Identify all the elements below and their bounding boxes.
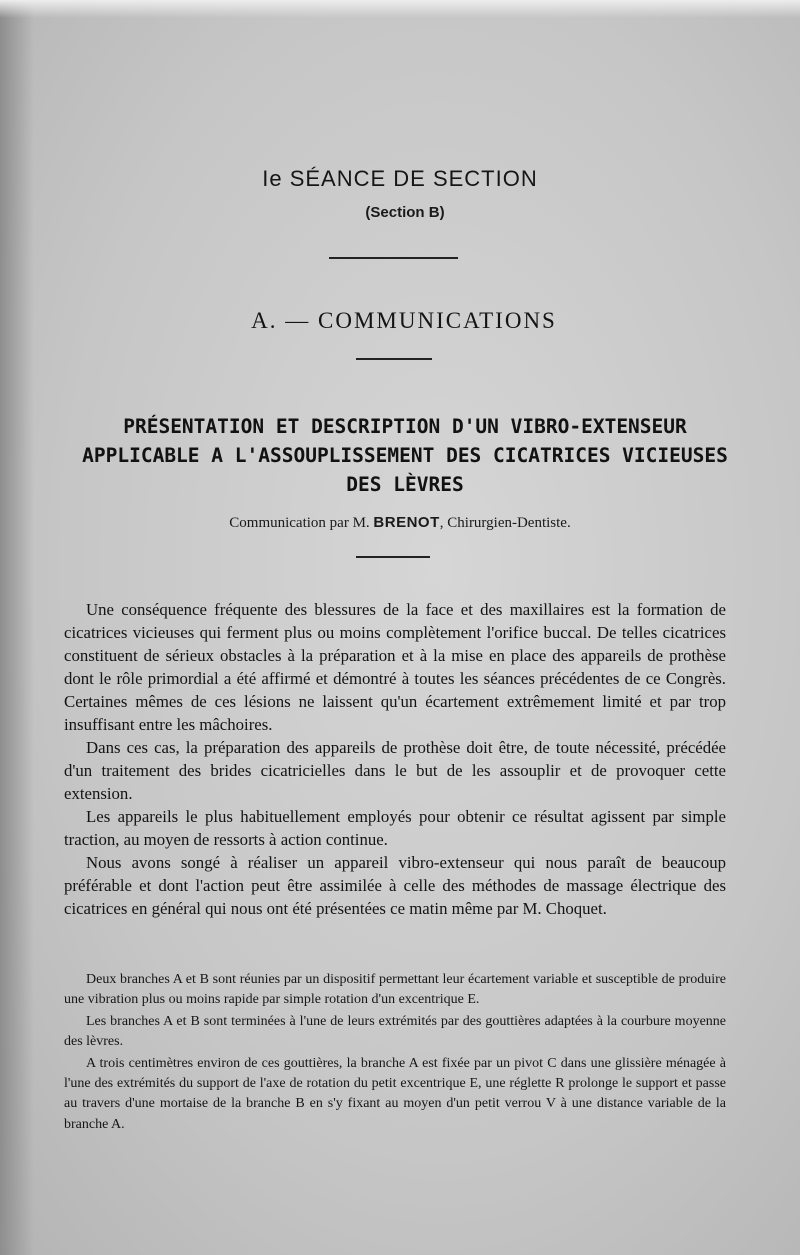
title-line: DES LÈVRES xyxy=(346,473,464,496)
divider-rule xyxy=(356,556,430,558)
article-title xyxy=(40,412,770,499)
byline-author: BRENOT xyxy=(373,514,440,531)
section-label: (Section B) xyxy=(365,204,445,221)
description-paragraph: Les branches A et B sont terminées à l'une de leurs extrémités par des gouttières adaptées à la courbure moyenne des lèvres. xyxy=(64,1013,726,1050)
divider-rule xyxy=(356,358,432,360)
title-line: PRÉSENTATION ET DESCRIPTION D'UN VIBRO-EXTENSEUR xyxy=(123,415,687,438)
paragraph: Une conséquence fréquente des blessures de la face et des maxillaires est la formation de cicatrices vicieuses qui ferment plus ou moins complètement l'orifice buccal. De telles cicatrices constituent de sérieux obstacles à la préparation et à la mise en place des appareils de prothèse dont le rôle primordial a été affirmé et démontré à toutes les séances précédentes de ce Congrès. Certaines mêmes de ces lésions ne laissent qu'un écartement extrêmement limité et par trop insuffisant entre les mâchoires. xyxy=(64,600,726,734)
byline-prefix: Communication par M. xyxy=(229,515,370,531)
seance-heading: Ie SÉANCE DE SECTION xyxy=(262,166,538,191)
byline-suffix: , Chirurgien-Dentiste. xyxy=(439,515,571,531)
description-paragraph: Deux branches A et B sont réunies par un dispositif permettant leur écartement variable et susceptible de produire une vibration plus ou moins rapide par simple rotation d'un excentrique E. xyxy=(64,972,726,1008)
paragraph: Nous avons songé à réaliser un appareil vibro-extenseur qui nous paraît de beaucoup préférable et dont l'action peut être assimilée à celle des méthodes de massage électrique des cicatrices en général qui nous ont été présentées ce matin même par M. Choquet. xyxy=(64,853,726,918)
byline xyxy=(0,514,800,532)
communications-heading: A. — COMMUNICATIONS xyxy=(251,308,557,333)
body-text xyxy=(64,598,726,920)
title-line: APPLICABLE A L'ASSOUPLISSEMENT DES CICATRICES VICIEUSES xyxy=(82,444,728,467)
description-paragraph: A trois centimètres environ de ces gouttières, la branche A est fixée par un pivot C dans une glissière ménagée à l'une des extrémités du support de l'axe de rotation du petit excentrique E, une réglette R prolonge le support et passe au travers d'une mortaise de la branche B en s'y fixant au moyen d'un petit verrou V à une distance variable de la branche A. xyxy=(64,1055,726,1132)
page-top-highlight xyxy=(0,0,800,18)
paragraph: Dans ces cas, la préparation des appareils de prothèse doit être, de toute nécessité, précédée d'un traitement des brides cicatricielles dans le but de les assouplir et de provoquer cette extension. xyxy=(64,738,726,803)
apparatus-description xyxy=(64,970,726,1136)
paragraph: Les appareils le plus habituellement employés pour obtenir ce résultat agissent par simple traction, au moyen de ressorts à action continue. xyxy=(64,807,726,849)
divider-rule xyxy=(329,257,458,259)
